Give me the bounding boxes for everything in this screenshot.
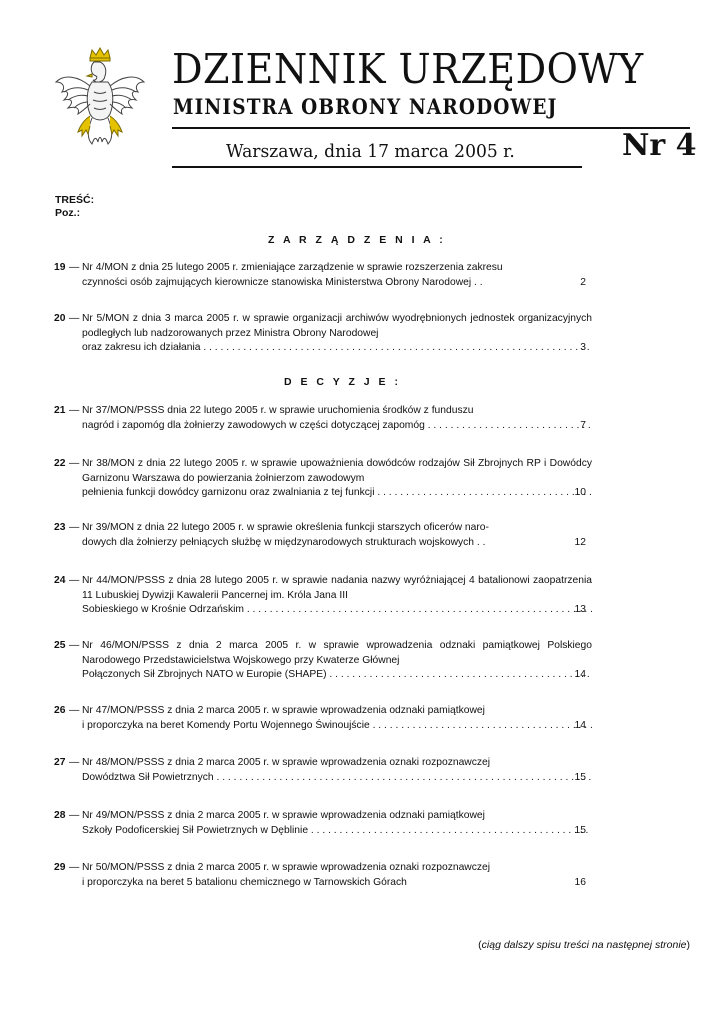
- entry-page: 10: [574, 487, 586, 498]
- toc-entry[interactable]: [54, 639, 592, 683]
- entry-dash: —: [69, 575, 80, 586]
- entry-number: 21: [54, 405, 66, 416]
- entry-body: Nr 39/MON z dnia 22 lutego 2005 r. w sprawie określenia funkcji starszych oficerów naro-: [82, 522, 489, 533]
- entry-tail: Połączonych Sił Zbrojnych NATO w Europie (SHAPE) . . .: [82, 668, 592, 683]
- entry-tail: nagród i zapomóg dla żołnierzy zawodowych w części dotyczącej zapomóg . . .: [82, 419, 592, 434]
- entry-tail: i proporczyka na beret 5 batalionu chemicznego w Tarnowskich Górach: [82, 876, 407, 888]
- toc-entry[interactable]: [54, 861, 584, 890]
- note-open-paren: (: [478, 939, 482, 951]
- entry-dash: —: [69, 757, 80, 768]
- entry-dash: —: [69, 405, 80, 416]
- toc-title: TREŚĆ:: [55, 194, 95, 206]
- entry-page: 2: [580, 276, 586, 288]
- entry-page: 14: [574, 719, 586, 731]
- entry-number: 26: [54, 705, 66, 716]
- entry-text: [82, 404, 592, 433]
- header-divider-top: [172, 127, 690, 129]
- toc-entry[interactable]: [54, 404, 584, 433]
- section-heading-zarzadzenia: Z A R Z Ą D Z E N I A :: [268, 234, 446, 246]
- entry-text: [82, 457, 592, 501]
- entry-dash: —: [69, 458, 80, 469]
- entry-page: 12: [574, 536, 586, 548]
- entry-body: Nr 5/MON z dnia 3 marca 2005 r. w sprawie organizacji archiwów wyodrębnionych jednostek organizacyjnych podległych lub nadzorowanych przez Ministra Obrony Narodowej: [82, 313, 592, 339]
- note-close-paren: ): [686, 939, 690, 951]
- entry-body: Nr 49/MON/PSSS z dnia 2 marca 2005 r. w sprawie wprowadzenia odznaki pamiątkowej: [82, 810, 485, 821]
- entry-dash: —: [69, 262, 80, 273]
- polish-eagle-emblem-icon: [52, 46, 148, 156]
- entry-body: Nr 44/MON/PSSS z dnia 28 lutego 2005 r. w sprawie nadania nazwy wyróżniającej 4 batalionowi zaopatrzenia 11 Lubuskiej Dywizji Kawalerii Pancernej im. Króla Jana III: [82, 575, 592, 601]
- place-date: Warszawa, dnia 17 marca 2005 r.: [226, 141, 515, 162]
- entry-number: 23: [54, 522, 66, 533]
- entry-text: [82, 861, 592, 890]
- entry-text: [82, 261, 592, 290]
- entry-dash: —: [69, 640, 80, 651]
- entry-page: 13: [574, 604, 586, 615]
- entry-text: [82, 756, 592, 785]
- entry-number: 29: [54, 862, 66, 873]
- entry-dash: —: [69, 810, 80, 821]
- entry-tail: Szkoły Podoficerskiej Sił Powietrznych w Dęblinie . . .: [82, 824, 592, 839]
- toc-entry[interactable]: [54, 574, 592, 618]
- header-divider-bottom: [172, 166, 582, 168]
- toc-entry[interactable]: [54, 457, 592, 501]
- entry-tail: czynności osób zajmujących kierownicze stanowiska Ministerstwa Obrony Narodowej . .: [82, 276, 483, 288]
- note-text: ciąg dalszy spisu treści na następnej stronie: [481, 939, 687, 951]
- journal-subtitle: MINISTRA OBRONY NARODOWEJ: [173, 94, 558, 119]
- toc-label-block: [55, 194, 94, 220]
- entry-tail: Dowództwa Sił Powietrznych . . .: [82, 771, 592, 786]
- entry-body: Nr 46/MON/PSSS z dnia 2 marca 2005 r. w sprawie wprowadzenia odznaki pamiątkowej Polskiego Narodowego Przedstawicielstwa Wojskowego przy Kwaterze Głównej: [82, 640, 592, 666]
- entry-text: [82, 521, 592, 550]
- entry-dash: —: [69, 522, 80, 533]
- entry-number: 19: [54, 262, 66, 273]
- entry-body: Nr 37/MON/PSSS dnia 22 lutego 2005 r. w sprawie uruchomienia środków z funduszu: [82, 405, 474, 416]
- entry-page: 3: [580, 342, 586, 353]
- entry-number: 24: [54, 575, 66, 586]
- entry-page: 7: [580, 419, 586, 431]
- toc-entry[interactable]: [54, 809, 584, 838]
- entry-text: [82, 574, 592, 618]
- entry-body: Nr 38/MON z dnia 22 lutego 2005 r. w sprawie upoważnienia dowódców rodzajów Sił Zbrojnych RP i Dowódcy Garnizonu Warszawa do powierzania żołnierzom zawodowym: [82, 458, 592, 484]
- continuation-note: [478, 939, 690, 951]
- entry-number: 28: [54, 810, 66, 821]
- entry-number: 25: [54, 640, 66, 651]
- toc-pos-label: Poz.:: [55, 207, 81, 219]
- entry-page: 15: [574, 771, 586, 783]
- entry-number: 20: [54, 313, 66, 324]
- entry-tail: i proporczyka na beret Komendy Portu Wojennego Świnoujście . . .: [82, 719, 592, 734]
- entry-number: 27: [54, 757, 66, 768]
- entry-page: 16: [574, 876, 586, 888]
- entry-tail: dowych dla żołnierzy pełniących służbę w międzynarodowych strukturach wojskowych . .: [82, 536, 486, 548]
- toc-entry[interactable]: [54, 704, 584, 733]
- entry-body: Nr 4/MON z dnia 25 lutego 2005 r. zmieniające zarządzenie w sprawie rozszerzenia zakresu: [82, 262, 503, 273]
- issue-number: Nr 4: [622, 128, 697, 163]
- entry-text: [82, 809, 592, 838]
- entry-text: [82, 704, 592, 733]
- entry-body: Nr 47/MON/PSSS z dnia 2 marca 2005 r. w sprawie wprowadzenia odznaki pamiątkowej: [82, 705, 485, 716]
- entry-tail: oraz zakresu ich działania . . .: [82, 341, 592, 356]
- entry-body: Nr 50/MON/PSSS z dnia 2 marca 2005 r. w sprawie wprowadzenia oznaki rozpoznawczej: [82, 862, 491, 873]
- entry-text: [82, 639, 592, 683]
- journal-title: DZIENNIK URZĘDOWY: [172, 45, 644, 93]
- entry-dash: —: [69, 705, 80, 716]
- entry-tail: Sobieskiego w Krośnie Odrzańskim . . .: [82, 603, 592, 618]
- section-heading-decyzje: D E C Y Z J E :: [284, 376, 401, 388]
- entry-tail: pełnienia funkcji dowódcy garnizonu oraz zwalniania z tej funkcji . . .: [82, 486, 592, 501]
- toc-entry[interactable]: [54, 312, 592, 356]
- entry-body: Nr 48/MON/PSSS z dnia 2 marca 2005 r. w sprawie wprowadzenia oznaki rozpoznawczej: [82, 757, 491, 768]
- entry-dash: —: [69, 862, 80, 873]
- toc-entry[interactable]: [54, 756, 584, 785]
- entry-number: 22: [54, 458, 66, 469]
- entry-text: [82, 312, 592, 356]
- toc-entry[interactable]: [54, 521, 584, 550]
- entry-page: 14: [574, 669, 586, 680]
- toc-entry[interactable]: [54, 261, 584, 290]
- entry-dash: —: [69, 313, 80, 324]
- entry-page: 15: [574, 824, 586, 836]
